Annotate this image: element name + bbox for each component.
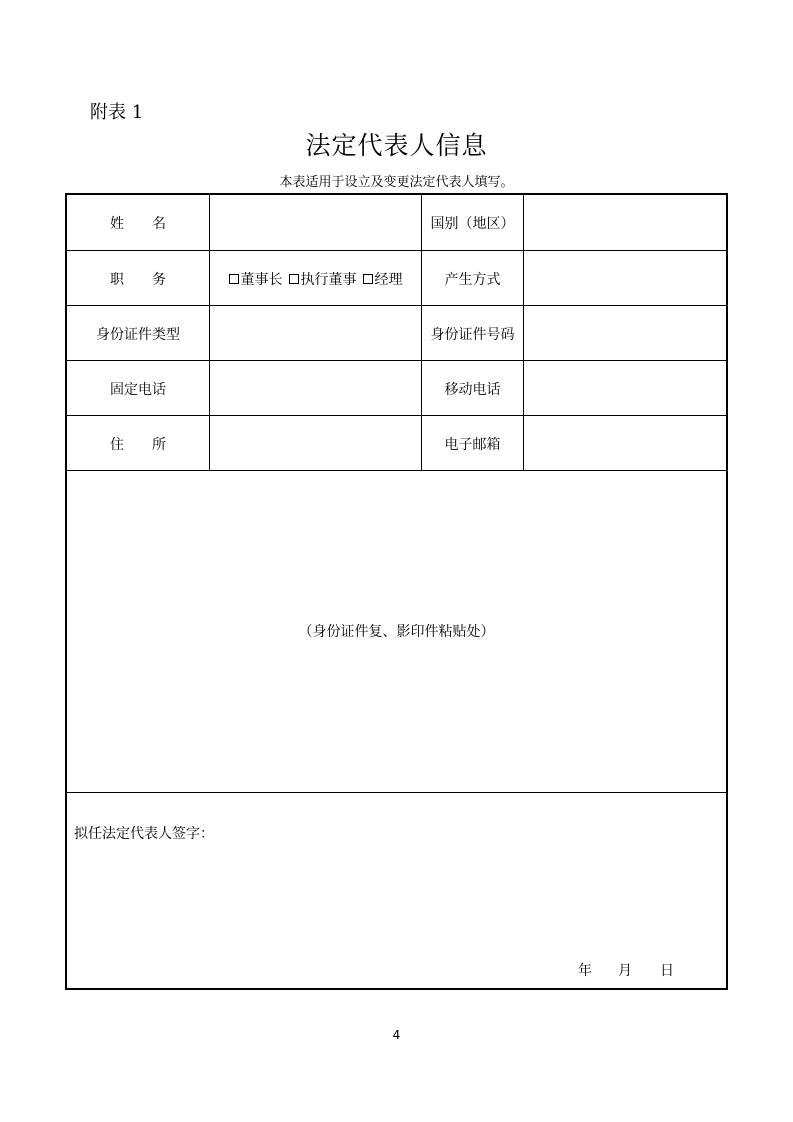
- legal-representative-form: [65, 193, 728, 990]
- landline-label: 固定电话: [110, 381, 166, 398]
- duty-option-label: 执行董事: [300, 271, 357, 288]
- address-label: 住 所: [110, 436, 166, 453]
- checkbox[interactable]: [363, 274, 373, 284]
- attachment-label: 附表 1: [90, 102, 144, 123]
- id-number-field[interactable]: [524, 306, 726, 361]
- position-options: [210, 251, 421, 306]
- date-month-label: 月: [618, 963, 632, 979]
- form-note: 本表适用于设立及变更法定代表人填写。: [279, 175, 514, 190]
- name-label: 姓 名: [110, 215, 166, 232]
- position-label: 职 务: [110, 271, 166, 288]
- date-day-label: 日: [660, 963, 674, 979]
- signature-label: 拟任法定代表人签字：: [74, 826, 214, 842]
- date-year-label: 年: [578, 963, 592, 979]
- mobile-label: 移动电话: [444, 381, 501, 398]
- nationality-label: 国别（地区）: [430, 215, 515, 232]
- duty-option-executive-director[interactable]: [289, 269, 357, 289]
- nationality-field[interactable]: [524, 195, 726, 250]
- id-copy-area: [67, 470, 726, 792]
- duty-option-label: 经理: [374, 271, 403, 288]
- landline-field[interactable]: [210, 361, 421, 416]
- address-field[interactable]: [210, 416, 421, 471]
- duty-option-chairman[interactable]: [229, 269, 283, 289]
- id-number-label: 身份证件号码: [430, 326, 515, 343]
- id-type-label: 身份证件类型: [96, 326, 180, 343]
- duty-option-label: 董事长: [240, 271, 283, 288]
- appointment-method-field[interactable]: [524, 251, 726, 306]
- email-label: 电子邮箱: [444, 436, 501, 453]
- checkbox[interactable]: [229, 274, 239, 284]
- name-field[interactable]: [210, 195, 421, 250]
- id-type-field[interactable]: [210, 306, 421, 361]
- checkbox[interactable]: [289, 274, 299, 284]
- form-title: 法定代表人信息: [305, 131, 488, 160]
- appointment-method-label: 产生方式: [444, 271, 501, 288]
- page-number: 4: [392, 1028, 401, 1042]
- mobile-field[interactable]: [524, 361, 726, 416]
- id-copy-placeholder: （身份证件复、影印件粘贴处）: [298, 624, 495, 640]
- email-field[interactable]: [524, 416, 726, 471]
- duty-option-manager[interactable]: [363, 269, 403, 289]
